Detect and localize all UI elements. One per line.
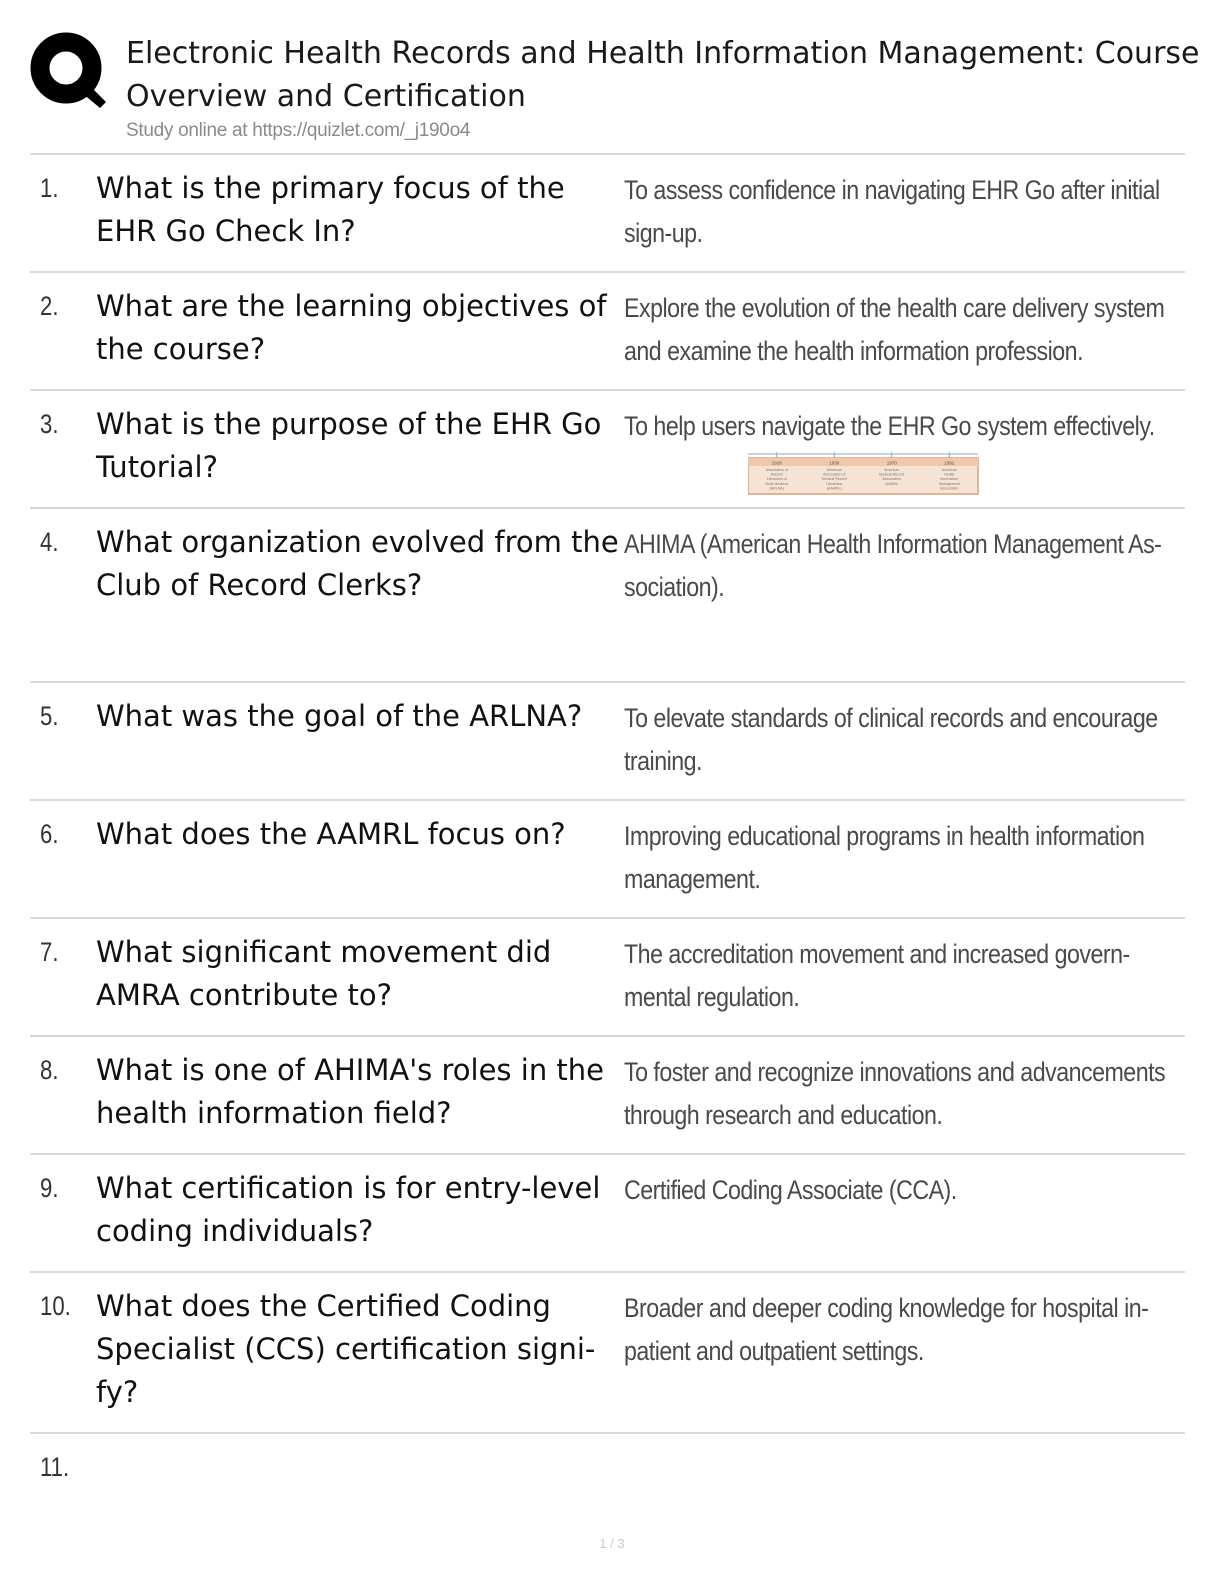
document-header [30, 28, 1200, 152]
card-answer-line: sociation). [624, 572, 725, 602]
card-number: 4. [40, 527, 59, 557]
card-answer-line: and examine the health information profession. [624, 336, 1084, 366]
timeline-label: Information [940, 477, 959, 482]
study-online-line [126, 120, 470, 142]
timeline-label: Association of [765, 468, 788, 472]
timeline-year: 1991 [944, 460, 955, 466]
flashcard-row [30, 681, 1185, 799]
card-number: 9. [40, 1173, 59, 1203]
card-number: 10. [40, 1291, 71, 1321]
flashcard-row [30, 799, 1185, 917]
card-question: What certification is for entry-level coding individuals? [96, 1171, 601, 1248]
timeline-label: American [826, 468, 842, 472]
page-indicator: 1 / 3 [599, 1536, 625, 1551]
card-answer [624, 1287, 1149, 1373]
timeline-label: (AAMRL) [826, 486, 842, 491]
card-answer-line: Broader and deeper coding knowledge for hospital in- [624, 1293, 1149, 1323]
timeline-year: 1928 [771, 460, 782, 466]
card-question: What is the purpose of the EHR Go Tutorial? [96, 407, 602, 484]
study-online-prefix: Study online at [126, 120, 253, 141]
timeline-label: Librarians of [766, 477, 787, 482]
card-answer-line: AHIMA (American Health Information Management As- [624, 529, 1162, 559]
timeline-label: Record [770, 472, 783, 477]
card-answer [624, 405, 1155, 448]
flashcard-row [30, 1271, 1185, 1432]
card-number: 1. [40, 173, 59, 203]
flashcard-row [30, 153, 1185, 271]
flashcard-row [30, 917, 1185, 1035]
flashcard-list [30, 153, 1185, 1532]
timeline-label: American [884, 468, 900, 472]
card-question: What does the Certified Coding Specialist (CCS) certification signi- fy? [96, 1289, 596, 1409]
card-answer [624, 169, 1160, 255]
card-number: 7. [40, 937, 59, 967]
card-answer-line: patient and outpatient settings. [624, 1336, 924, 1366]
timeline-label: (AMRA) [885, 481, 899, 486]
card-answer-line: Certified Coding Associate (CCA). [624, 1175, 957, 1205]
card-question: What significant movement did AMRA contribute to? [96, 935, 552, 1012]
study-online-link[interactable]: https://quizlet.com/_j190o4 [252, 120, 471, 141]
timeline-year: 1970 [886, 460, 897, 466]
card-number: 11. [40, 1452, 70, 1482]
card-answer [624, 933, 1130, 1019]
flashcard-row [30, 1035, 1185, 1153]
card-number: 5. [40, 701, 59, 731]
flashcard-row [30, 271, 1185, 389]
timeline-label: North America [765, 481, 789, 486]
card-answer [624, 1169, 1106, 1212]
page-title: Electronic Health Records and Health Information Management: Course Overview and Certification [126, 36, 1200, 114]
card-number: 6. [40, 819, 59, 849]
card-question: What are the learning objectives of the course? [96, 289, 607, 366]
card-question: What is the primary focus of the EHR Go Check In? [96, 171, 565, 248]
flashcard-row [30, 1153, 1185, 1271]
timeline-label: Association [940, 486, 959, 491]
flashcard-row [30, 1432, 1185, 1532]
card-question: What is one of AHIMA's roles in the health information field? [96, 1053, 605, 1130]
flashcard-row [30, 389, 1185, 507]
timeline-diagram-image [748, 452, 980, 496]
timeline-label: Management [938, 481, 960, 486]
card-answer [624, 697, 1158, 783]
card-question: What was the goal of the ARLNA? [96, 699, 583, 733]
flashcard-row [30, 507, 1185, 681]
card-question: What does the AAMRL focus on? [96, 817, 566, 851]
card-answer-line: management. [624, 864, 761, 894]
card-answer-line: The accreditation movement and increased govern- [624, 939, 1130, 969]
card-answer [624, 1051, 1166, 1137]
card-answer-line: Improving educational programs in health information [624, 821, 1145, 851]
timeline-label: Association [882, 477, 901, 482]
card-answer-line: To foster and recognize innovations and advancements [624, 1057, 1166, 1087]
timeline-label: American [941, 468, 957, 472]
card-answer-line: To elevate standards of clinical records and encourage [624, 703, 1158, 733]
card-answer-line: sign-up. [624, 218, 703, 248]
card-answer-line: Explore the evolution of the health care delivery system [624, 293, 1165, 323]
card-answer-line: through research and education. [624, 1100, 943, 1130]
card-answer [624, 523, 1162, 609]
card-question: What organization evolved from the Club of Record Clerks? [96, 525, 619, 602]
card-answer [624, 815, 1145, 901]
timeline-label: Association of [823, 472, 846, 477]
card-answer-line: To assess confidence in navigating EHR Go after initial [624, 175, 1160, 205]
timeline-label: Medical Record [821, 477, 847, 482]
card-number: 3. [40, 409, 59, 439]
timeline-label: Librarians [826, 481, 843, 486]
timeline-label: Health [944, 472, 955, 477]
timeline-label: (ARLNA) [769, 486, 784, 491]
card-number: 8. [40, 1055, 59, 1085]
quizlet-q-logo-icon [30, 32, 106, 110]
card-answer-line: training. [624, 746, 702, 776]
card-answer [624, 287, 1165, 373]
card-answer-line: mental regulation. [624, 982, 800, 1012]
timeline-year: 1938 [829, 460, 840, 466]
card-answer-line: To help users navigate the EHR Go system effectively. [624, 411, 1155, 441]
card-number: 2. [40, 291, 59, 321]
timeline-label: Medical Record [879, 472, 905, 477]
